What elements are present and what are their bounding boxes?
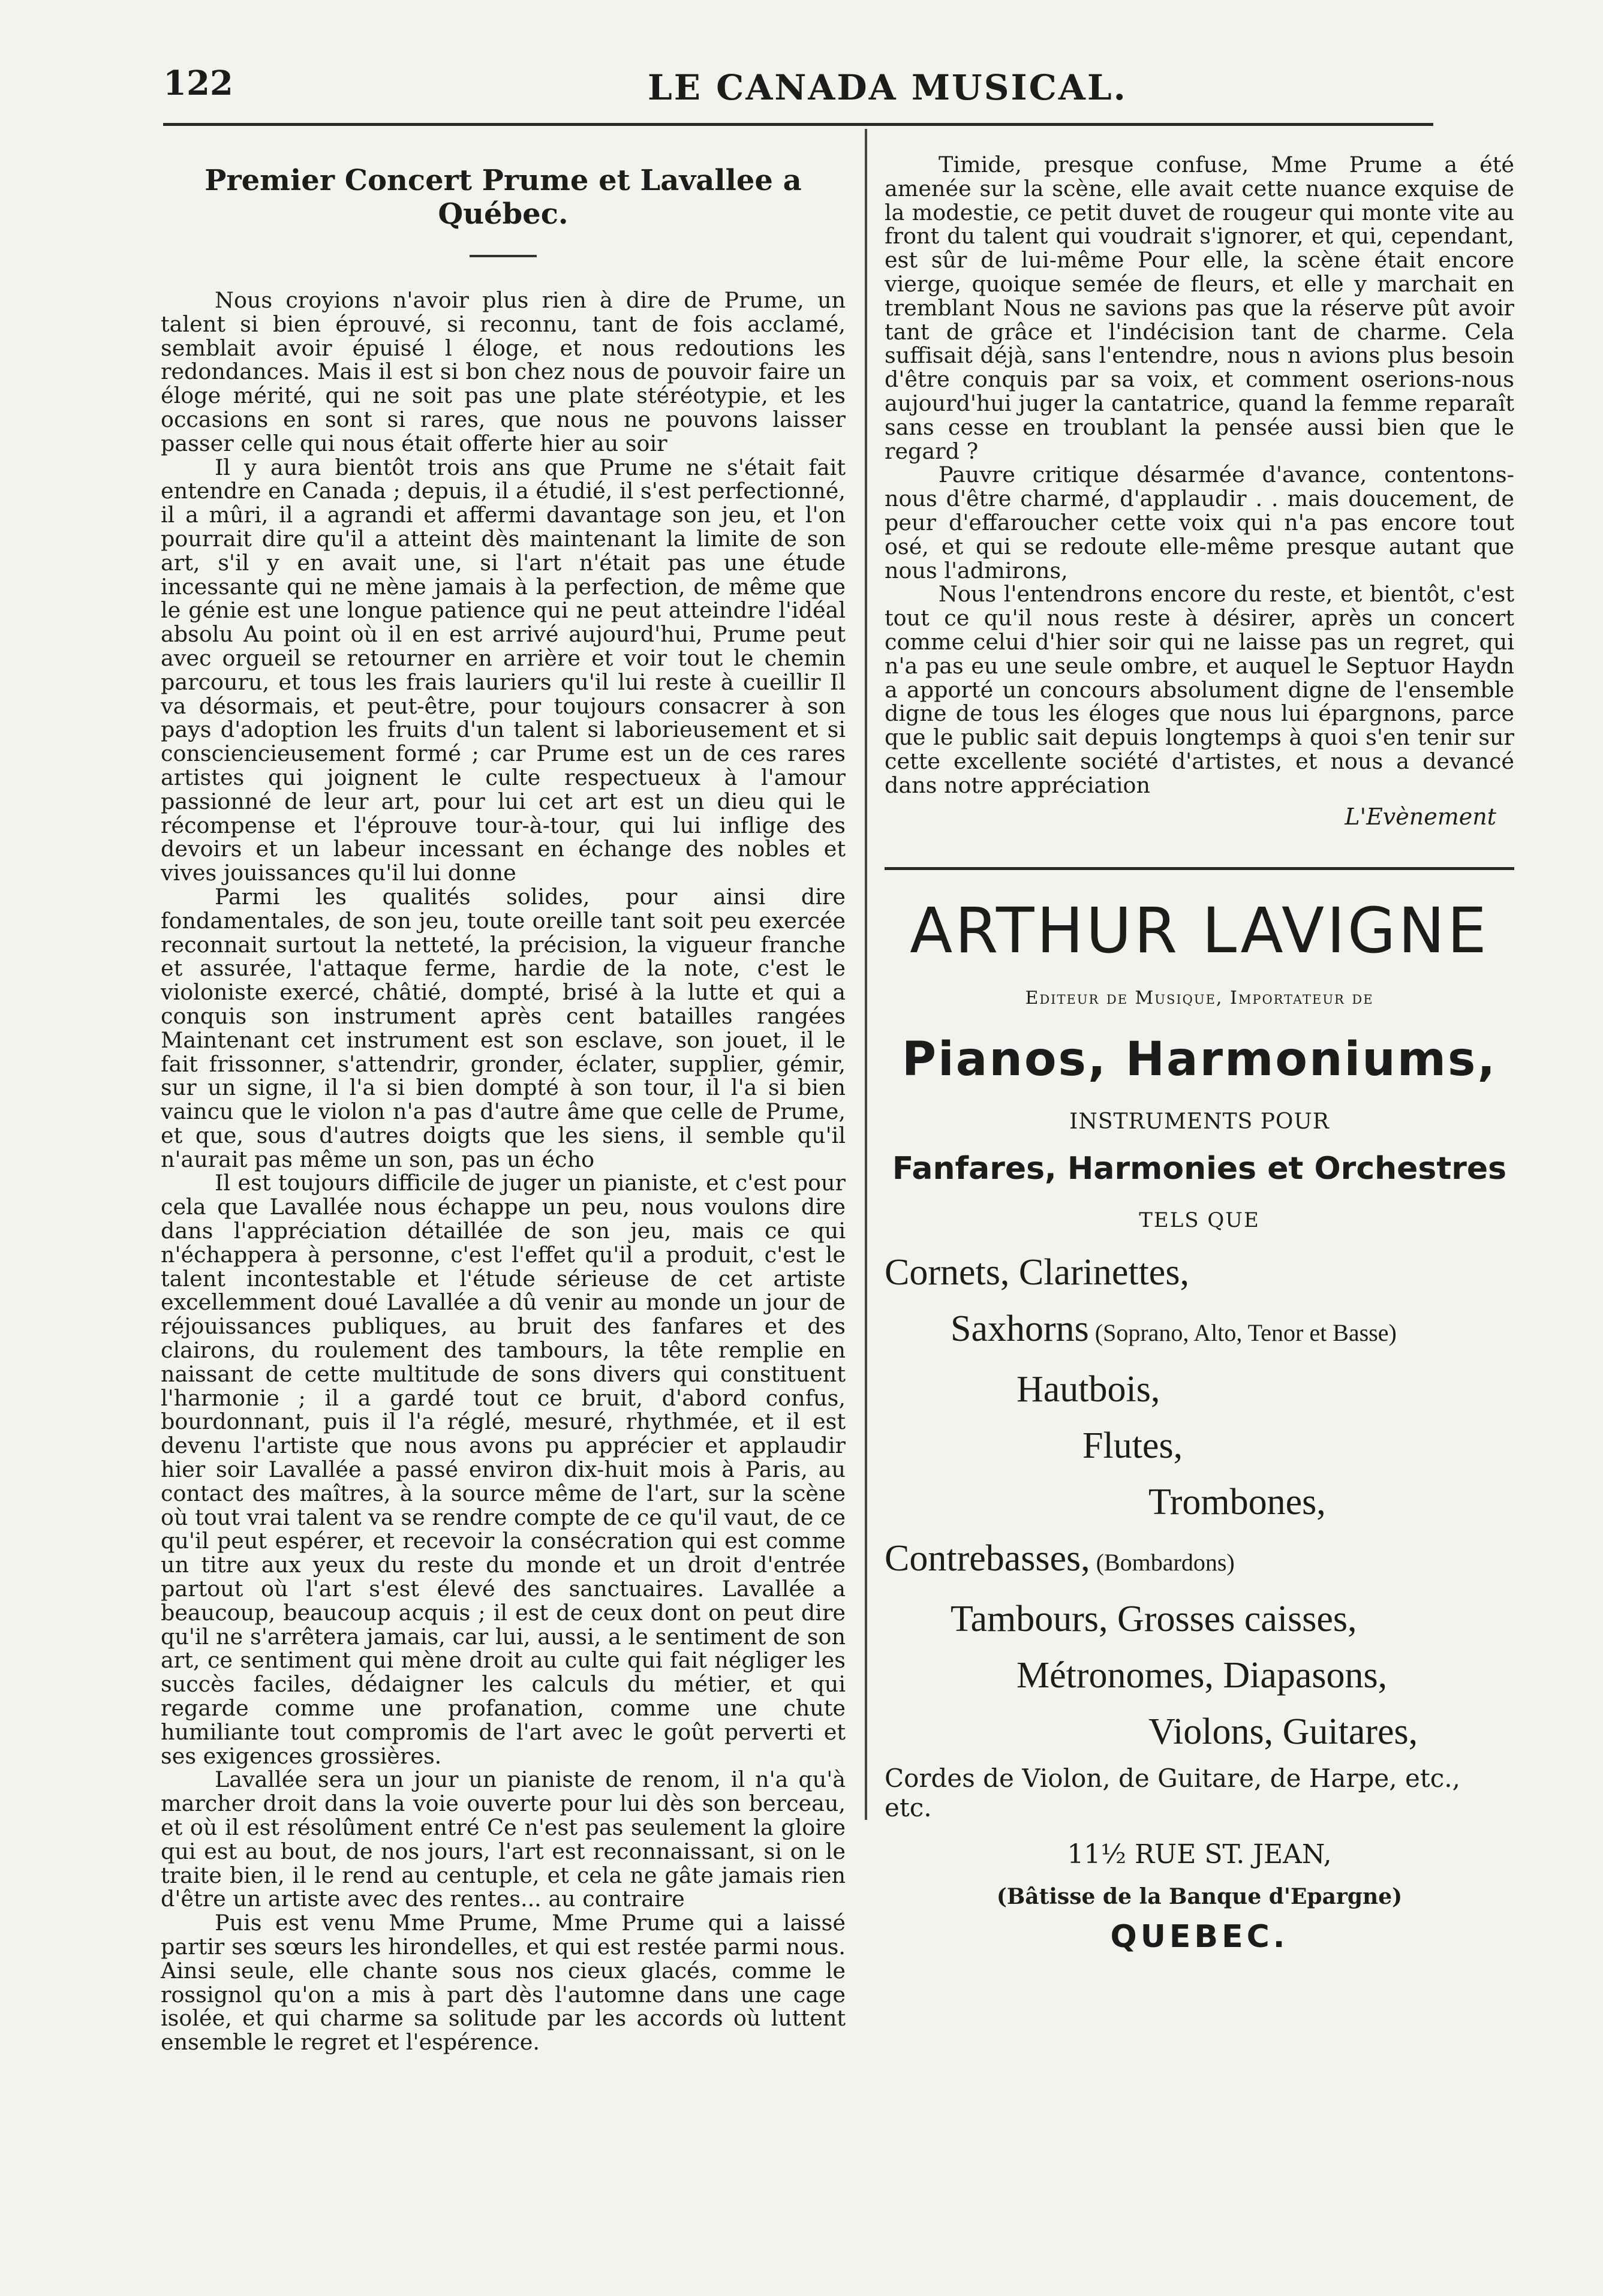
instrument-item bbox=[885, 1301, 1514, 1361]
instruments-heading: INSTRUMENTS POUR bbox=[1069, 1109, 1330, 1134]
instrument-item bbox=[885, 1361, 1514, 1418]
instrument-name: Saxhorns bbox=[951, 1308, 1089, 1349]
city: QUEBEC. bbox=[1110, 1918, 1289, 1955]
instrument-name: Tambours, Grosses caisses, bbox=[951, 1598, 1357, 1639]
article-signature: L'Evènement bbox=[1345, 803, 1496, 830]
paragraph: Lavallée sera un jour un pianiste de renom, il n'a qu'à marcher droit dans la voie ouverte pour lui dès son berceau, et où il est résolûment entré Ce n'est pas seulement la gloire qui est au bout, de nos jours, l'art est reconnaissant, si on le traite bien, il le rend au centuple, et cela ne gâte jamais rien d'être un artiste avec des rentes... au contraire bbox=[161, 1767, 846, 1912]
advertisement-rule bbox=[885, 867, 1514, 870]
instrument-name: Violons, Guitares, bbox=[1148, 1711, 1418, 1752]
column-rule bbox=[865, 129, 867, 1820]
instrument-item bbox=[885, 1704, 1514, 1760]
paragraph: Il y aura bientôt trois ans que Prume ne s'était fait entendre en Canada ; depuis, il a étudié, il s'est perfectionné, il a mûri, il a agrandi et affermi davantage son jeu, et l'on pourrait dire qu'il a atteint dès maintenant la limite de son art, s'il y en avait une, si l'art n'était pas une étude incessante qui ne mène jamais à la perfection, de même que le génie est une longue patience qui ne peut atteindre l'idéal absolu Au point où il en est arrivé aujourd'hui, Prume peut avec orgueil se retourner en arrière et voir tout le chemin parcouru, et tous les frais lauriers qu'il lui reste à cueillir Il va désormais, et peut-être, pour toujours consacrer à son pays d'adoption les fruits d'un talent si laborieusement et si consciencieusement formé ; car Prume est un de ces rares artistes qui joignent le culte respectueux à l'amour passionné de leur art, pour lui cet art est un dieu qui le récompense et l'éprouve tour-à-tour, qui lui inflige des devoirs et un labeur incessant en échange des nobles et vives jouissances qu'il lui donne bbox=[161, 454, 846, 886]
paragraph: Pauvre critique désarmée d'avance, contentons-nous d'être charmé, d'applaudir . . mais doucement, de peur d'effaroucher cette voix qui n'a pas encore tout osé, et qui se redoute elle-même presque autant que nous l'admirons, bbox=[885, 462, 1514, 583]
advertiser-name: ARTHUR LAVIGNE bbox=[910, 893, 1489, 967]
pianos-heading: Pianos, Harmoniums, bbox=[901, 1032, 1497, 1087]
page-number: 122 bbox=[163, 64, 233, 103]
right-column bbox=[885, 153, 1514, 1955]
instrument-name: Hautbois, bbox=[1016, 1368, 1160, 1410]
instrument-note: (Bombardons) bbox=[1090, 1548, 1235, 1576]
paragraph: Il est toujours difficile de juger un pianiste, et c'est pour cela que Lavallée nous échappe un peu, nous voulons dire dans l'appréciation détaillée de son jeu, mais ce qui n'échappera à personne, c'est l'effet qu'il a produit, c'est le talent incontestable et l'étude sérieuse de cet artiste excellemment doué Lavallée a dû venir au monde un jour de réjouissances publiques, au bruit des fanfares et des clairons, du roulement des tambours, la tête remplie en naissant de cette multitude de sons divers qui constituent l'harmonie ; il a gardé tout ce bruit, d'abord confus, bourdonnant, puis il l'a réglé, mesuré, rhythmée, et il est devenu l'artiste que nous avons pu apprécier et applaudir hier soir Lavallée a passé environ dix-huit mois à Paris, au contact des maîtres, à la source même de l'art, sur la scène où tout vrai talent va se rendre compte de ce qu'il vaut, de ce qu'il peut espérer, et recevoir la consécration qui est comme un titre aux yeux du reste du monde et un droit d'entrée partout où l'art s'est élevé des sanctuaires. Lavallée a beaucoup, beaucoup acquis ; il est de ceux dont on peut dire qu'il ne s'arrêtera jamais, car lui, aussi, a le sentiment de son art, ce sentiment qui mène droit au culte qui fait négliger les succès faciles, dédaigner les calculs du métier, et qui regarde comme une profanation, comme une chute humiliante tout compromis de l'art avec le goût perverti et ses exigences grossières. bbox=[161, 1170, 846, 1769]
instrument-name: Métronomes, Diapasons, bbox=[1016, 1654, 1388, 1696]
article-title: Premier Concert Prume et Lavallee a Québec. bbox=[204, 164, 802, 231]
instrument-item bbox=[885, 1530, 1514, 1591]
instrument-name: Contrebasses, bbox=[885, 1537, 1090, 1579]
address: 11½ RUE ST. JEAN, bbox=[1067, 1838, 1332, 1870]
instrument-item bbox=[885, 1244, 1514, 1301]
left-column bbox=[161, 153, 846, 2054]
instrument-name: Flutes, bbox=[1082, 1425, 1183, 1466]
title-rule bbox=[470, 255, 537, 257]
paragraph: Nous croyions n'avoir plus rien à dire de Prume, un talent si bien éprouvé, si reconnu, tant de fois acclamé, semblait avoir épuisé l éloge, et nous redoutions les redondances. Mais il est si bon chez nous de pouvoir faire un éloge mérité, qui ne soit pas une plate stéréotypie, et les occasions en sont si rares, que nous ne pouvons laisser passer celle qui nous était offerte hier au soir bbox=[161, 287, 846, 456]
instrument-name: Cornets, Clarinettes, bbox=[885, 1251, 1189, 1293]
running-title: LE CANADA MUSICAL. bbox=[648, 67, 1127, 108]
paragraph: Timide, presque confuse, Mme Prume a été amenée sur la scène, elle avait cette nuance exquise de la modestie, ce petit duvet de rougeur qui monte vite au front du talent qui voudrait s'ignorer, et qui, cependant, est sûr de lui-même Pour elle, la scène était encore vierge, quoique semée de fleurs, et elle y marchait en tremblant Nous ne savions pas que la réserve pût avoir tant de grâce et l'indécision tant de charme. Cela suffisait déjà, sans l'entendre, nous n avions plus besoin d'être conquis par sa voix, et comment oserions-nous aujourd'hui juger la cantatrice, quand la femme reparaît sans cesse en troublant la pensée aussi bien que le regard ? bbox=[885, 152, 1514, 464]
instrument-item bbox=[885, 1474, 1514, 1530]
header-rule bbox=[163, 123, 1433, 126]
tels-que-label: TELS QUE bbox=[1139, 1208, 1260, 1232]
instrument-note: (Soprano, Alto, Tenor et Basse) bbox=[1088, 1319, 1397, 1346]
instrument-name: Trombones, bbox=[1148, 1481, 1326, 1522]
paragraph: Nous l'entendrons encore du reste, et bientôt, c'est tout ce qu'il nous reste à désirer, après un concert comme celui d'hier soir qui ne laisse pas un regret, qui n'a pas eu une seule ombre, et auquel le Septuor Haydn a apporté un concours absolument digne de l'ensemble digne de tous les éloges que nous lui épargnons, parce que le public sait depuis longtemps à quoi s'en tenir sur cette excellente société d'artistes, et nous a devancé dans notre appréciation bbox=[885, 581, 1514, 798]
paragraph: Parmi les qualités solides, pour ainsi dire fondamentales, de son jeu, toute oreille tant soit peu exercée reconnait surtout la netteté, la précision, la vigueur franche et assurée, l'attaque ferme, hardie de la note, c'est le violoniste exercé, châtié, dompté, brisé à la lutte et qui a conquis son instrument après cent batailles rangées Maintenant cet instrument est son esclave, son jouet, il le fait frissonner, s'attendrir, gronder, éclater, supplier, gémir, sur un signe, il l'a si bien dompté à son tour, il l'a si bien vaincu que le violon n'a pas d'autre âme que celle de Prume, et que, sous d'autres doigts que les siens, il semble qu'il n'aurait pas même un son, pas un écho bbox=[161, 883, 846, 1172]
advertiser-subtitle: Editeur de Musique, Importateur de bbox=[1025, 987, 1374, 1009]
cordes-line: Cordes de Violon, de Guitare, de Harpe, etc., etc. bbox=[885, 1763, 1460, 1822]
advertisement bbox=[885, 894, 1514, 1955]
instrument-item bbox=[885, 1418, 1514, 1474]
instrument-item bbox=[885, 1591, 1514, 1647]
fanfares-heading: Fanfares, Harmonies et Orchestres bbox=[892, 1150, 1507, 1187]
building-name: (Bâtisse de la Banque d'Epargne) bbox=[996, 1883, 1403, 1909]
instrument-list bbox=[885, 1244, 1514, 1760]
instrument-item bbox=[885, 1647, 1514, 1704]
paragraph: Puis est venu Mme Prume, Mme Prume qui a laissé partir ses sœurs les hirondelles, et qui est restée parmi nous. Ainsi seule, elle chante sous nos cieux glacés, comme le rossignol qu'on a mis à part dès l'automne dans une cage isolée, et qui charme sa solitude par les accords où luttent ensemble le regret et l'espérence. bbox=[161, 1910, 846, 2056]
